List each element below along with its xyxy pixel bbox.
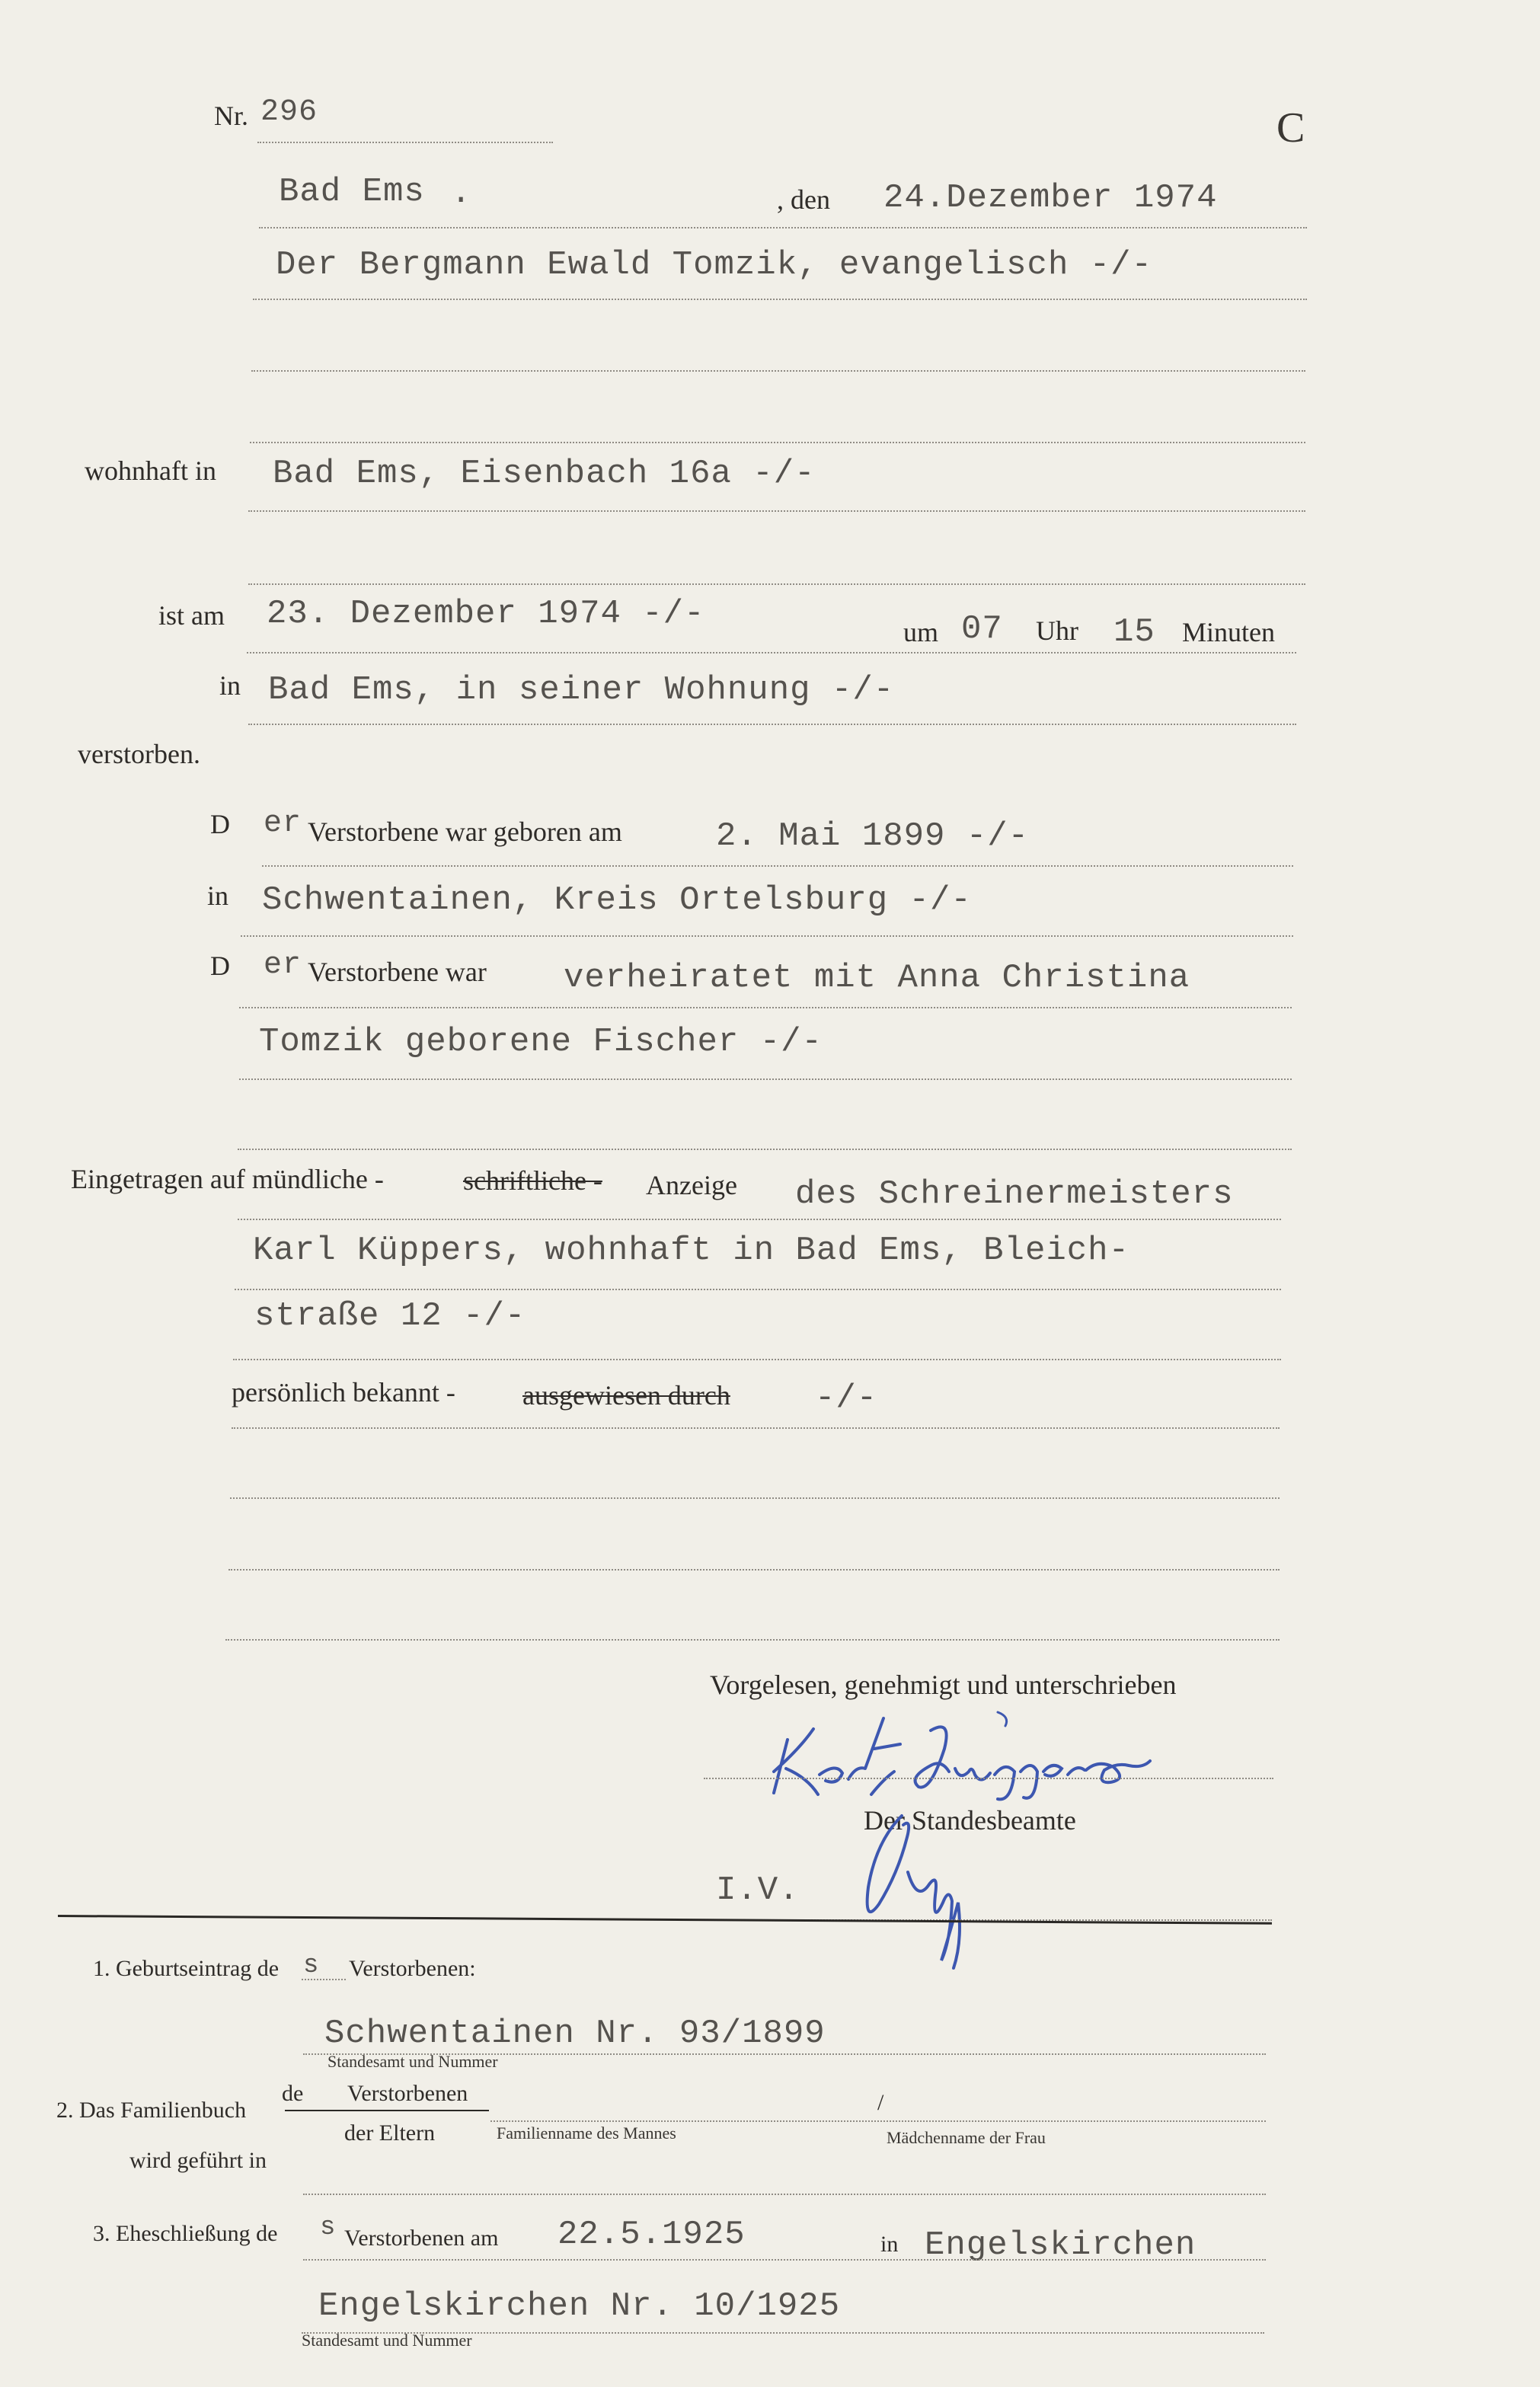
item1-standesamt-label: Standesamt und Nummer: [327, 2052, 498, 2071]
item2-kept-rule: [303, 2194, 1266, 2195]
nr-value: 296: [260, 95, 318, 129]
marriage-blank-rule: [238, 1149, 1292, 1150]
birth-er: er: [264, 807, 302, 841]
blank-rule-3: [225, 1639, 1280, 1641]
item2-label: 2. Das Familienbuch: [56, 2098, 247, 2123]
den-label: , den: [777, 184, 830, 215]
marriage-label: Verstorbene war: [308, 957, 487, 987]
deceased-line1: Der Bergmann Ewald Tomzik, evangelisch -/-: [276, 246, 1152, 284]
item3-mid: Verstorbenen am: [344, 2226, 499, 2251]
registrar-signature: [853, 1811, 990, 1971]
item2-name-rule: [490, 2120, 1266, 2122]
item1-end: Verstorbenen:: [349, 1956, 476, 1981]
read-approved-label: Vorgelesen, genehmigt und unterschrieben: [710, 1670, 1177, 1700]
birth-date-rule: [262, 865, 1293, 867]
marriage-line2: Tomzik geborene Fischer -/-: [259, 1023, 823, 1061]
um-label: um: [903, 617, 939, 647]
iv-label: I.V.: [716, 1871, 800, 1909]
item3-standesamt-label: Standesamt und Nummer: [302, 2331, 472, 2350]
registration-line3-rule: [233, 1359, 1281, 1360]
uhr-label: Uhr: [1036, 615, 1078, 646]
marriage-d-prefix: D: [210, 951, 230, 981]
known-rule: [232, 1427, 1280, 1429]
death-date: 23. Dezember 1974 -/-: [267, 595, 705, 633]
death-place-rule: [248, 724, 1296, 725]
header-line: [259, 227, 1307, 228]
verstorben-label: verstorben.: [78, 739, 200, 769]
marriage-line2-rule: [239, 1078, 1292, 1080]
item1-s-rule: [302, 1979, 346, 1980]
birth-place: Schwentainen, Kreis Ortelsburg -/-: [262, 881, 972, 919]
birth-d-prefix: D: [210, 809, 230, 839]
death-date-rule: [247, 652, 1296, 653]
item3-line-rule: [303, 2259, 1266, 2261]
header-place-dot: .: [451, 174, 472, 212]
death-in-label: in: [219, 670, 241, 701]
known-struck: ausgewiesen durch: [522, 1380, 730, 1411]
registration-line1: des Schreinermeisters: [795, 1175, 1234, 1213]
deceased-blank-rule-2: [250, 442, 1305, 443]
nr-line: [257, 142, 553, 143]
registration-label-end: Anzeige: [646, 1170, 737, 1200]
registration-line3: straße 12 -/-: [254, 1297, 526, 1335]
nr-label: Nr.: [214, 101, 248, 131]
item3-date: 22.5.1925: [558, 2216, 746, 2254]
header-place: Bad Ems: [279, 173, 425, 211]
death-hour: 07: [961, 610, 1003, 648]
blank-rule-1: [230, 1497, 1280, 1499]
minuten-label: Minuten: [1182, 617, 1275, 647]
birth-place-rule: [241, 935, 1293, 937]
item2-slash: /: [877, 2090, 884, 2115]
header-date: 24.Dezember 1974: [883, 179, 1218, 217]
item2-de: de: [282, 2081, 304, 2106]
marriage-er: er: [264, 948, 302, 983]
item2-husband-label: Familienname des Mannes: [497, 2123, 676, 2143]
item2-fraction-line: [285, 2110, 489, 2111]
birth-label: Verstorbene war geboren am: [308, 816, 622, 847]
witness-signature: [769, 1695, 1211, 1802]
item2-wife-label: Mädchenname der Frau: [887, 2128, 1046, 2147]
known-label: persönlich bekannt -: [232, 1377, 455, 1408]
registrar-label: Der Standesbeamte: [864, 1805, 1076, 1836]
item2-kept-label: wird geführt in: [129, 2148, 267, 2173]
birth-date: 2. Mai 1899 -/-: [716, 817, 1030, 855]
registration-line2-rule: [235, 1289, 1281, 1290]
residence-value: Bad Ems, Eisenbach 16a -/-: [273, 455, 816, 493]
deceased-blank-rule-1: [251, 370, 1305, 372]
item1-s: s: [303, 1951, 320, 1980]
death-place: Bad Ems, in seiner Wohnung -/-: [268, 671, 895, 709]
registration-line2: Karl Küppers, wohnhaft in Bad Ems, Bleich-: [253, 1232, 1129, 1270]
residence-rule: [248, 510, 1305, 512]
item3-value: Engelskirchen Nr. 10/1925: [318, 2287, 841, 2325]
witness-signature-rule: [704, 1778, 1273, 1779]
death-minute: 15: [1113, 613, 1155, 651]
item1-label: 1. Geburtseintrag de: [93, 1956, 280, 1981]
marriage-line1-rule: [239, 1007, 1292, 1008]
registration-label-start: Eingetragen auf mündliche -: [71, 1164, 384, 1194]
residence-label: wohnhaft in: [85, 455, 216, 486]
item3-label: 3. Eheschließung de: [93, 2221, 278, 2246]
marriage-line1: verheiratet mit Anna Christina: [564, 959, 1190, 997]
item2-upper: Verstorbenen: [347, 2081, 468, 2106]
residence-blank-rule: [248, 583, 1305, 585]
item3-in-label: in: [880, 2232, 899, 2257]
deceased-line1-rule: [253, 299, 1307, 300]
registration-line1-rule: [238, 1219, 1281, 1220]
registration-struck: schriftliche -: [463, 1165, 602, 1196]
corner-letter: C: [1276, 104, 1305, 152]
known-value: -/-: [815, 1379, 878, 1417]
item1-value: Schwentainen Nr. 93/1899: [324, 2015, 826, 2053]
blank-rule-2: [228, 1569, 1280, 1571]
birth-in-label: in: [207, 880, 229, 911]
ist-am-label: ist am: [158, 600, 225, 631]
item3-place: Engelskirchen: [925, 2226, 1197, 2264]
item3-s: s: [320, 2213, 337, 2242]
item2-lower: der Eltern: [344, 2120, 436, 2146]
